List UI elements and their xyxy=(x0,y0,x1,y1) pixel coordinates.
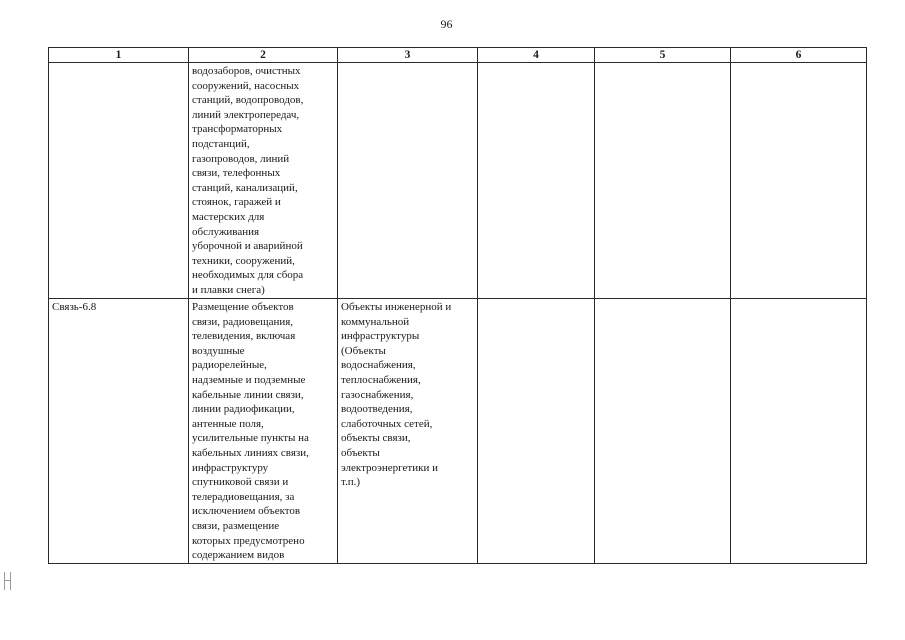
cell-empty-5 xyxy=(595,299,731,564)
cell-text-line: подстанций, xyxy=(192,137,250,150)
cell-objects xyxy=(338,63,478,299)
cell-text-line: инфраструктуры xyxy=(341,330,420,343)
cell-empty-6 xyxy=(731,63,867,299)
cell-description xyxy=(189,63,338,299)
cell-text-line: обслуживания xyxy=(192,225,260,238)
cell-text-line: телерадиовещания, за xyxy=(192,490,295,503)
column-header-1: 1 xyxy=(49,48,189,63)
cell-objects xyxy=(338,299,478,564)
cell-text-line: водозаборов, очистных xyxy=(192,65,301,77)
cell-text-line: антенные поля, xyxy=(192,417,264,430)
cell-empty-4 xyxy=(478,63,595,299)
cell-text-line: коммунальной xyxy=(341,315,410,328)
cell-empty-6 xyxy=(731,299,867,564)
table-row xyxy=(49,299,867,564)
cell-text-line: усилительные пункты на xyxy=(192,432,309,445)
document-table xyxy=(48,47,867,564)
cell-text-line: радиорелейные, xyxy=(192,359,267,372)
header-row xyxy=(49,48,867,63)
cell-text-line: воздушные xyxy=(192,344,245,357)
cell-text-line: связи, размещение xyxy=(192,519,280,532)
cell-text-line: инфраструктуру xyxy=(192,461,269,474)
cell-text-line: стоянок, гаражей и xyxy=(192,196,281,209)
cell-code xyxy=(49,299,189,564)
cell-text-line: связи, радиовещания, xyxy=(192,315,294,328)
cell-text-line: объекты связи, xyxy=(341,432,411,445)
cell-text-line: техники, сооружений, xyxy=(192,254,295,267)
cell-text-line: содержанием видов xyxy=(192,549,285,562)
cell-text-line: Размещение объектов xyxy=(192,301,294,313)
cell-empty-4 xyxy=(478,299,595,564)
column-header-4: 4 xyxy=(478,48,595,63)
cell-text-line: которых предусмотрено xyxy=(192,534,305,547)
cell-text-line: (Объекты xyxy=(341,344,386,357)
cell-text-line: станций, канализаций, xyxy=(192,181,298,194)
cell-empty-5 xyxy=(595,63,731,299)
column-header-6: 6 xyxy=(731,48,867,63)
cell-text-line: т.п.) xyxy=(341,476,361,489)
cell-text-line: слаботочных сетей, xyxy=(341,417,433,430)
cell-text-line: Связь-6.8 xyxy=(52,301,97,313)
cell-text-line: линии радиофикации, xyxy=(192,403,295,416)
page-number: 96 xyxy=(440,17,453,31)
column-header-2: 2 xyxy=(189,48,338,63)
cell-text-line: газопроводов, линий xyxy=(192,152,290,165)
cell-text-line: связи, телефонных xyxy=(192,167,281,180)
cell-text-line: уборочной и аварийной xyxy=(192,240,303,253)
cell-text-line: станций, водопроводов, xyxy=(192,94,304,107)
cell-text-line: Объекты инженерной и xyxy=(341,301,452,313)
cell-text-line: исключением объектов xyxy=(192,505,301,518)
cell-text-line: трансформаторных xyxy=(192,123,283,136)
cell-text-line: водоотведения, xyxy=(341,403,413,416)
cell-text-line: электроэнергетики и xyxy=(341,461,438,474)
cell-code xyxy=(49,63,189,299)
cell-text-line: необходимых для сбора xyxy=(192,269,304,282)
table-row xyxy=(49,63,867,299)
cell-text-line: кабельных линиях связи, xyxy=(192,446,309,459)
cell-description xyxy=(189,299,338,564)
cell-text-line: водоснабжения, xyxy=(341,359,416,372)
cell-text-line: теплоснабжения, xyxy=(341,373,421,386)
cell-text-line: и плавки снега) xyxy=(192,283,265,296)
cell-text-line: мастерских для xyxy=(192,210,265,223)
cell-text-line: объекты xyxy=(341,446,380,459)
cell-text-line: спутниковой связи и xyxy=(192,476,289,489)
cell-text-line: телевидения, включая xyxy=(192,330,296,343)
column-header-3: 3 xyxy=(338,48,478,63)
column-header-5: 5 xyxy=(595,48,731,63)
cell-text-line: кабельные линии связи, xyxy=(192,388,304,401)
cell-text-line: линий электропередач, xyxy=(192,108,300,121)
cell-text-line: газоснабжения, xyxy=(341,388,414,401)
margin-mark xyxy=(4,572,11,590)
cell-text-line: надземные и подземные xyxy=(192,373,306,386)
cell-text-line: сооружений, насосных xyxy=(192,79,300,92)
